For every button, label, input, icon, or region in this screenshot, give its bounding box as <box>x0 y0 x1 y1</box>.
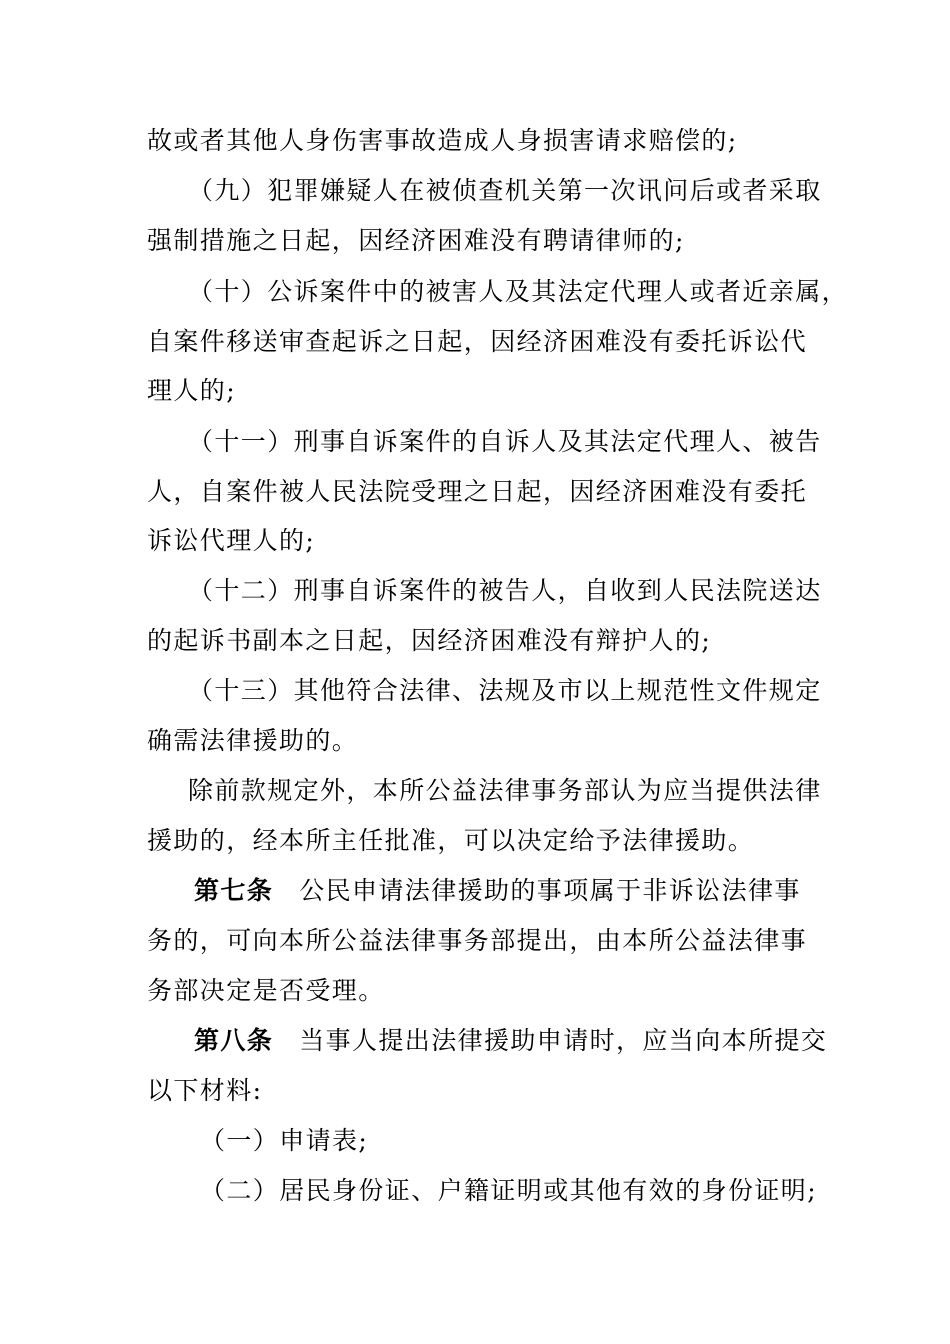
text-line: 理人的; <box>147 376 237 405</box>
text-line: 以下材料: <box>147 1076 263 1105</box>
text-line: 人，自案件被人民法院受理之日起，因经济困难没有委托 <box>147 477 808 506</box>
list-item-10: （十）公诉案件中的被害人及其法定代理人或者近亲属， <box>188 277 849 306</box>
article-8-text: 当事人提出法律援助申请时，应当向本所提交 <box>299 1026 828 1055</box>
article-7-text: 公民申请法律援助的事项属于非诉讼法律事 <box>299 876 801 905</box>
text-line: 诉讼代理人的; <box>147 526 316 555</box>
text-line: 务的，可向本所公益法律事务部提出，由本所公益法律事 <box>147 926 808 955</box>
text-line: 自案件移送审查起诉之日起，因经济困难没有委托诉讼代 <box>147 327 808 356</box>
list-item-12: （十二）刑事自诉案件的被告人，自收到人民法院送达 <box>188 576 822 605</box>
list-item-9: （九）犯罪嫌疑人在被侦查机关第一次讯问后或者采取 <box>188 176 822 205</box>
article-8-line <box>194 1024 854 1058</box>
list-item-11: （十一）刑事自诉案件的自诉人及其法定代理人、被告 <box>188 427 822 456</box>
list-item-1: （一）申请表; <box>200 1126 369 1155</box>
list-item-2: （二）居民身份证、户籍证明或其他有效的身份证明; <box>200 1176 818 1205</box>
text-line: 援助的，经本所主任批准，可以决定给予法律援助。 <box>147 826 755 855</box>
article-8-title: 第八条 <box>194 1026 274 1055</box>
paragraph-start: 除前款规定外，本所公益法律事务部认为应当提供法律 <box>188 776 822 805</box>
text-line: 的起诉书副本之日起，因经济困难没有辩护人的; <box>147 626 712 655</box>
text-line: 强制措施之日起，因经济困难没有聘请律师的; <box>147 226 685 255</box>
text-line: 确需法律援助的。 <box>147 726 359 755</box>
article-7-line <box>194 874 854 908</box>
article-7-title: 第七条 <box>194 876 274 905</box>
text-line: 务部决定是否受理。 <box>147 976 385 1005</box>
text-line: 故或者其他人身伤害事故造成人身损害请求赔偿的; <box>147 126 738 155</box>
list-item-13: （十三）其他符合法律、法规及市以上规范性文件规定 <box>188 676 822 705</box>
